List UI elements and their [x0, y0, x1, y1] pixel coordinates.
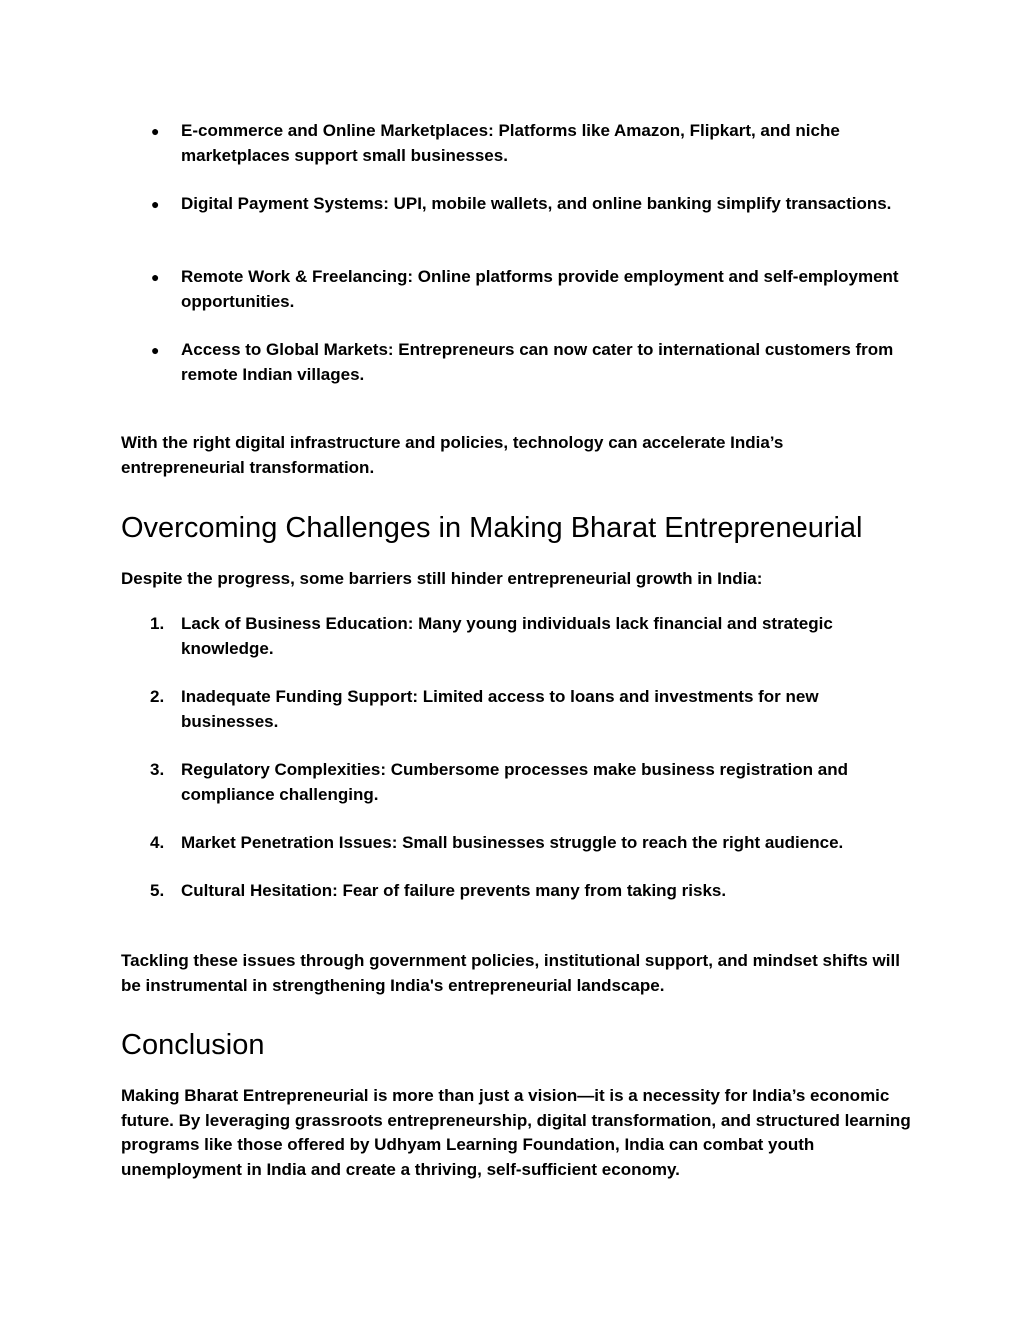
numbered-list-item: [150, 831, 910, 856]
list-item-text: Cultural Hesitation: Fear of failure prevents many from taking risks.: [181, 881, 727, 900]
list-number: 5.: [150, 881, 165, 900]
conclusion-paragraph: Making Bharat Entrepreneurial is more than just a vision—it is a necessity for India’s economic future. By leveraging grassroots entrepreneurship, digital transformation, and structured learning programs like those offered by Udhyam Learning Foundation, India can combat youth unemployment in India and create a thriving, self-sufficient economy.: [121, 1086, 911, 1179]
challenges-intro: Despite the progress, some barriers still hinder entrepreneurial growth in India:: [121, 569, 763, 588]
numbered-list-item: [150, 758, 910, 807]
list-item-text: E-commerce and Online Marketplaces: Platforms like Amazon, Flipkart, and niche marketplaces support small businesses.: [181, 121, 840, 165]
numbered-list-item: [150, 612, 910, 661]
list-number: 4.: [150, 833, 165, 852]
bullet-marker: ●: [151, 342, 160, 358]
bullet-marker: ●: [151, 196, 160, 212]
challenges-heading: Overcoming Challenges in Making Bharat Entrepreneurial: [121, 512, 863, 544]
list-number: 1.: [150, 614, 165, 633]
list-item: [150, 338, 910, 387]
list-item-text: Access to Global Markets: Entrepreneurs can now cater to international customers from remote Indian villages.: [181, 340, 894, 384]
list-item-text: Regulatory Complexities: Cumbersome processes make business registration and compliance challenging.: [181, 760, 848, 804]
list-item: [150, 192, 910, 217]
list-item-text: Market Penetration Issues: Small businesses struggle to reach the right audience.: [181, 833, 844, 852]
list-item-text: Remote Work & Freelancing: Online platforms provide employment and self-employment opportunities.: [181, 267, 899, 311]
conclusion-heading: Conclusion: [121, 1029, 265, 1061]
list-item: [150, 265, 910, 314]
list-item: [150, 119, 910, 168]
challenges-summary-paragraph: Tackling these issues through government policies, institutional support, and mindset shifts will be instrumental in strengthening India's entrepreneurial landscape.: [121, 951, 900, 995]
list-item-text: Inadequate Funding Support: Limited access to loans and investments for new businesses.: [181, 687, 819, 731]
bullet-marker: ●: [151, 269, 160, 285]
numbered-list-item: [150, 879, 910, 904]
numbered-list-item: [150, 685, 910, 734]
tech-summary-paragraph: With the right digital infrastructure and policies, technology can accelerate India’s entrepreneurial transformation.: [121, 433, 784, 477]
bullet-marker: ●: [151, 123, 160, 139]
list-item-text: Digital Payment Systems: UPI, mobile wallets, and online banking simplify transactions.: [181, 194, 892, 213]
list-number: 3.: [150, 760, 165, 779]
list-item-text: Lack of Business Education: Many young individuals lack financial and strategic knowledge.: [181, 614, 833, 658]
list-number: 2.: [150, 687, 165, 706]
